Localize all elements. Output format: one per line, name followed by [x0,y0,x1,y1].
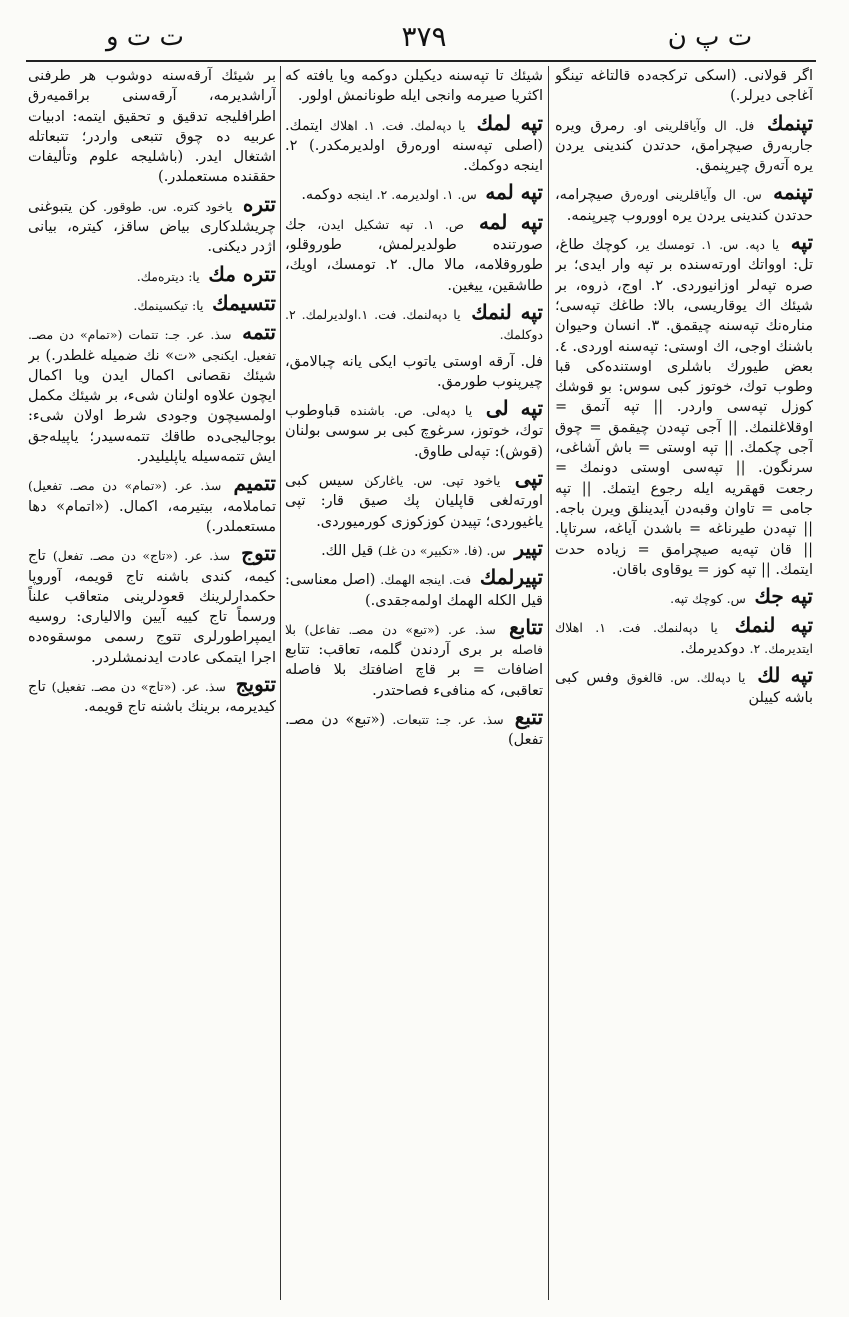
header-letters-right: ت پ ن [667,22,753,52]
dictionary-entry [28,66,276,188]
entry-headword: تپه لمك [476,110,543,135]
dictionary-entry [28,261,276,287]
entry-headword: تپه لنمك [734,613,813,638]
entry-grammar: سذ. عر. جـ: تتبعات. [392,712,504,728]
entry-definition: «ت» نك ضمیله غلطدر.) بر شیئك نقصانی اکمال ایدن ویا اکمال ایچون علاوه اولنان شیء، بر شیئك مکمل اولمسیچون وجودی شرط اولان شیء: بوجالیجی‌ده طاقك تتمه‌سیدر؛ یاپیله‌جق ایش تتمه‌سیله یاپلیلیدر. [28,347,276,466]
entry-grammar: سذ. عر. («تاج» دن مصـ. تفعیل) [51,679,226,695]
entry-definition: شیئك تا تپه‌سنه دیکیلن دوکمه ویا یافته که اکثریا صیرمه وانجی ایله طونانمش اولور. [285,68,543,105]
entry-grammar: س. (فا. «تکبیر» دن غلـ) [377,542,506,558]
entry-definition: قباوطوب توك، خوتوز، سرغوچ کبی بر سوسی بولنان (قوش): تپه‌لی طاوق. [285,403,543,460]
entry-grammar: فت. اینجه الهمك. [380,572,472,588]
entry-definition: بر شیئك آرقه‌سنه دوشوب هر طرفنی آراشدیرمه، آرقه‌سنی براقمیه‌رق اطرافلیجه تدقیق و تحقیق ایتمه: ادبیات عربیه ده چوق تتبعی واردر؛ تتبعاتله اشتغال ایدر. (باشلیجه علوم وتألیفات حققنده مستعملدر.) [28,68,276,186]
dictionary-entry [555,66,813,107]
dictionary-entry [285,567,543,611]
dictionary-entry [28,322,276,467]
entry-grammar: س. ١. اولدیرمه. ٢. اینجه [347,187,477,203]
entry-headword: تتره [242,191,276,216]
entry-definition: سیس کبی اورته‌لغی قاپلیان پك صیق قار: تپی یاغیوردی؛ تپیدن کوزکوزی کورمیوردی. [285,473,543,530]
entry-grammar: یا دپه‌لی. ص. باشنده [350,403,473,419]
dictionary-entry [285,66,543,107]
entry-headword: تپنمك [766,110,813,135]
entry-definition: تاج کیدیرمه، برینك باشنه تاج قویمه. [28,679,276,716]
entry-headword: تپه جك [754,584,813,609]
dictionary-entry [555,182,813,226]
dictionary-entry [285,182,543,205]
entry-headword: تپیرلمك [479,565,543,590]
entry-definition: فل. آرقه اوستی یاتوب ایکی یانه چبالامق، چیرپنوب طورمق. [285,353,543,390]
dictionary-entry [28,473,276,537]
entry-headword: تپه لی [485,396,543,421]
entry-definition: (اصل معناسی: قیل الکله الهمك اولمه‌جقدی.) [285,572,543,609]
dictionary-entry [285,398,543,462]
header-rule [26,60,816,62]
entry-definition: جك صورتنده طولدیرلمش، طوروقلو، طوروقلامه، مالا مال. ٢. تومسك، اویك، طاشقین، ییغین. [285,216,543,294]
dictionary-entry [555,586,813,609]
entry-definition: ایتمك. (اصلی تپه‌سنه اوره‌رق اولدیرمکدر.) ٢. اینجه دوکمك. [285,117,543,175]
dictionary-entry [285,110,543,177]
header-letters-left: ت ت و [105,22,185,52]
entry-headword: تپه لمه [478,209,543,234]
dictionary-entry [555,110,813,177]
entry-headword: تتمه [242,320,276,345]
dictionary-entry [285,352,543,393]
entry-definition: رمرق ویره جاربه‌رق صیچرامق، حدتدن کندینی یردن یره آته‌رق چیرپنمق. [555,117,813,175]
column-divider [548,66,549,1300]
entry-grammar: فل. ال وآیاقلرینی او. [633,117,755,133]
dictionary-entry [28,674,276,718]
entry-grammar: یا دپه‌لنمك. فت. ١. اهلاك ایتدیرمك. ٢. [555,620,813,656]
entry-grammar: یا دپه. س. ١. تومسك یر، [634,237,780,253]
entry-definition: کن یتبوغنی چریشلدکاری بیاض ساقز، کیتره، بیانی اژدر دیکنی. [28,198,276,256]
entry-definition: («تبع» دن مصـ. تفعل) [285,712,543,749]
dictionary-entry [28,191,276,258]
entry-grammar: یا دپه‌لك. س. قالغوق [626,670,746,686]
entry-definition: تاج کیمه، کندی باشنه تاج قویمه، آوروپا حکمدارلرینك قعودلرینی متعاقب علناً ورسماً تاج کییه آیین والالیاری: روسیه ایمپراطورلری تتوج رسمی موسقوه‌ده اجرا ایتمکی عادت ایدنمشلردر. [28,548,276,666]
page-number: ٣٧٩ [401,20,447,53]
entry-headword: تتره مك [208,261,276,286]
entry-headword: تتابع [509,614,543,639]
dictionary-entry [285,707,543,751]
entry-grammar: س. ال وآیاقلرینی اوره‌رق [620,187,762,203]
entry-definition: قیل الك. [321,542,374,559]
column-divider [280,66,281,1300]
dictionary-entry [28,290,276,316]
dictionary-entry [285,209,543,296]
entry-grammar: سذ. عر. («تمام» دن مصـ. تفعیل) [28,478,222,494]
page-header [0,0,849,62]
dictionary-entry [285,614,543,701]
entry-grammar: یاخود تپی. س. یاغارکن [364,473,501,489]
column-right [555,66,813,1302]
dictionary-entry [555,232,813,580]
entry-definition: تماملامه، بیتیرمه، اکمال. («اتمام» دها مستعملدر.) [28,498,276,535]
entry-headword: تتمیم [233,471,276,496]
entry-headword: تپه لمه [485,180,543,205]
dictionary-entry [555,665,813,709]
entry-definition: وفس کبی باشه کییلن [555,670,813,707]
entry-grammar: یا دپه‌لنمك. فت. ١.اولدیرلمك. ٢. دوکلمك. [285,306,543,343]
entry-grammar: یا: دیتره‌مك. [136,268,200,284]
column-middle [285,66,543,1302]
entry-headword: تپه لك [757,663,813,688]
entry-definition: بر بری آردندن گلمه، تعاقب: تتابع اضافات = بر قاچ اضافتك بلا فاصله تعاقبی، که منافیء فصاحتدر. [285,642,543,699]
entry-grammar: سذ. عر. («تاج» دن مصـ. تفعل) [52,548,231,564]
entry-grammar: ص. ١. تپه تشکیل ایدن، [317,216,464,232]
entry-grammar: یا: تیکسینمك. [133,297,204,313]
entry-definition: دوکمه. [301,187,343,204]
entry-grammar: سذ. عر. («تبع» دن مصـ. تفاعل) بلا فاصله [285,621,543,658]
entry-headword: تپه لنمك [471,299,543,324]
dictionary-entry [28,543,276,668]
dictionary-entry [555,615,813,659]
entry-definition: دوکدیرمك. [680,640,745,657]
entry-headword: تتویج [235,672,276,697]
entry-headword: تپیر [514,535,543,560]
entry-headword: تتسیمك [212,290,276,315]
entry-headword: تپی [514,466,543,491]
dictionary-entry [285,299,543,346]
entry-headword: تتوج [241,541,276,566]
entry-headword: تپه [790,230,813,255]
entry-definition: اگر قولانی. (اسکی ترکجه‌ده قالتاغه تینگو آغاجی دیرلر.) [555,68,813,105]
entry-headword: تپنمه [773,180,813,205]
entry-grammar: سذ. عر. جـ: تتمات («تمام» دن مصـ. تفعیل. ایکنجی [28,327,276,363]
dictionary-entry [285,535,543,561]
column-left [28,66,276,1302]
dictionary-entry [285,468,543,532]
entry-definition: صیچرامه، حدتدن کندینی یردن یره اووروب چیرپنمه. [555,187,813,224]
entry-headword: تتبع [514,705,543,730]
entry-grammar: یاخود کتره. س. طوقور. [103,198,233,214]
entry-grammar: یا دپه‌لمك. فت. ١. اهلاك [329,117,466,133]
entry-definition: کوچك طاغ، تل: اوواتك اورته‌سنده بر تپه وار ایدی؛ بر صره تپه‌لر اوزانیوردی. ٢. اوج، ذروه، بر شیئك اك یوقاریسی، بالا: طاغك تپه‌سی؛ مناره‌نك تپه‌سنه چیقمق. ٣. انسان وحیوان باشنك اوجی، اك اوستی: تپه‌سنه اوردی. ٤. بعض طیورك باشلری اوستنده‌کی قبا وطوب توك، خوتوز کبی سوس: بو قوشك کوزل تپه‌سی واردر. || تپه آتمق = اوقلاغلنمك. || آجی تپه‌دن چیقمق = چوق آجی چکمك. || تپه اوستی = باش آشاغی، سرنگون. || تپه‌سی اوستی دونمك = رجعت قهقریه ایله رجوع ایتمك. || تپه جامی = تاوان وقبه‌دن آیدینلق ویرن باجه. || تپه‌دن طیرناغه = باشدن آیاغه، سرتاپا. || قان تپه‌یه صیچرامق = زیاده حدت ایتمك. || تپه کوز = یوقاوی باقان. [555,237,813,578]
entry-grammar: س. کوچك تپه. [670,591,746,607]
